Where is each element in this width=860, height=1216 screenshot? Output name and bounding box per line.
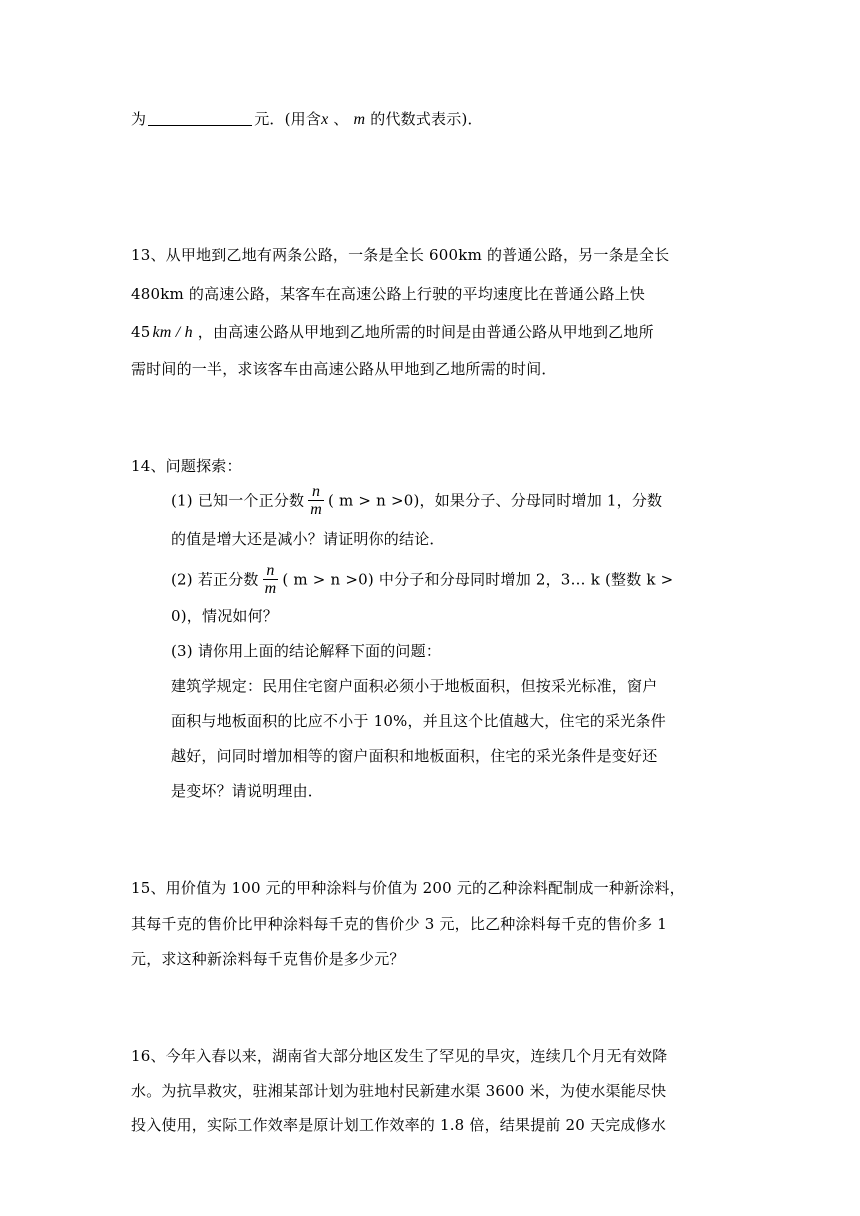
q14-part1-line-2: 的值是增大还是减小？请证明你的结论． [171, 530, 445, 548]
q15-line-3: 元，求这种新涂料每千克售价是多少元？ [131, 950, 405, 968]
q13-line-3 [131, 321, 654, 344]
q13-line-4: 需时间的一半，求该客车由高速公路从甲地到乙地所需的时间． [131, 360, 557, 378]
q15-line-2: 其每千克的售价比甲种涂料每千克的售价少 3 元，比乙种涂料每千克的售价多 1 [131, 915, 667, 933]
q12-sep: 、 [328, 110, 354, 128]
q14-title: 14、问题探索： [131, 457, 242, 475]
q14-part1-condition: ( m > n >0)，如果分子、分母同时增加 1，分数 [327, 491, 663, 510]
fraction-n-over-m-2 [263, 562, 279, 597]
fraction-numerator: n [308, 483, 324, 501]
q14-part2-condition: ( m > n >0) 中分子和分母同时增加 2，3… k (整数 k > [282, 570, 674, 589]
q14-part1-line-1 [171, 484, 662, 519]
q16-line-2: 水。为抗旱救灾，驻湘某部计划为驻地村民新建水渠 3600 米，为使水渠能尽快 [131, 1082, 667, 1100]
q13-line-3-text: ，由高速公路从甲地到乙地所需的时间是由普通公路从甲地到乙地所 [192, 323, 654, 341]
q12-end: 的代数式表示)． [365, 110, 483, 128]
q14-part2-text: (2) 若正分数 [171, 570, 259, 589]
var-x: x [321, 111, 329, 128]
q14-part1-text: (1) 已知一个正分数 [171, 491, 305, 510]
answer-blank [148, 109, 252, 126]
fraction-denominator: m [264, 580, 277, 597]
speed-value: 45 [131, 323, 151, 341]
q14-part2-line-1 [171, 563, 673, 598]
var-m: m [353, 111, 366, 128]
q16-line-1: 16、今年入春以来，湖南省大部分地区发生了罕见的旱灾，连续几个月无有效降 [131, 1047, 668, 1065]
q14-part3-line-2: 面积与地板面积的比应不小于 10%，并且这个比值越大，住宅的采光条件 [171, 712, 666, 730]
q14-part3-line-3: 越好，问同时增加相等的窗户面积和地板面积，住宅的采光条件是变好还 [171, 747, 658, 765]
q13-line-1: 13、从甲地到乙地有两条公路，一条是全长 600km 的普通公路，另一条是全长 [131, 246, 670, 264]
q12-tail-line [131, 108, 483, 131]
q12-prefix: 为 [131, 110, 147, 128]
q14-part2-line-2: 0)，情况如何？ [171, 607, 278, 625]
q14-part3-line-1: 建筑学规定：民用住宅窗户面积必须小于地板面积，但按采光标准，窗户 [171, 677, 658, 695]
fraction-denominator: m [310, 501, 322, 518]
q15-line-1: 15、用价值为 100 元的甲种涂料与价值为 200 元的乙种涂料配制成一种新涂料， [131, 879, 685, 897]
q13-line-2: 480km 的高速公路，某客车在高速公路上行驶的平均速度比在普通公路上快 [131, 285, 645, 303]
q14-part3-title: (3) 请你用上面的结论解释下面的问题： [171, 642, 442, 660]
q12-suffix: 元．(用含 [254, 110, 322, 128]
q14-part3-line-4: 是变坏？请说明理由． [171, 782, 324, 800]
fraction-numerator: n [263, 562, 279, 580]
q16-line-3: 投入使用，实际工作效率是原计划工作效率的 1.8 倍，结果提前 20 天完成修水 [131, 1116, 667, 1134]
speed-unit: km / h [152, 324, 193, 341]
fraction-n-over-m [308, 483, 324, 518]
